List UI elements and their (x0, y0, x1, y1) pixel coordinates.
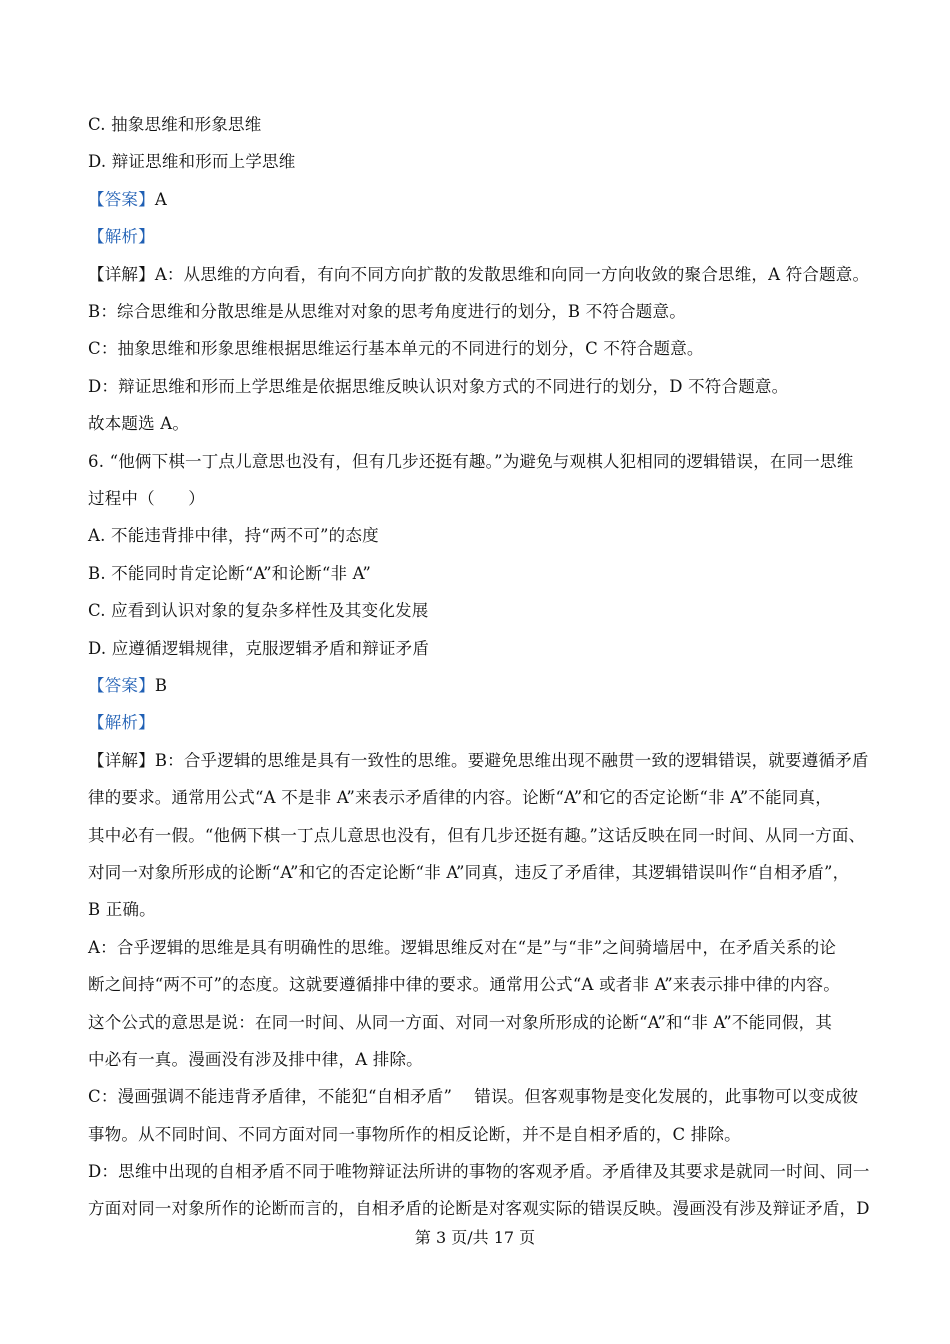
detail-line: 对同一对象所形成的论断“A”和它的否定论断“非 A”同真，违反了矛盾律，其逻辑错误叫作“自相矛盾”， (88, 863, 850, 882)
detail-label: 【详解】 (88, 751, 155, 770)
detail-line: 方面对同一对象所作的论断而言的，自相矛盾的论断是对客观实际的错误反映。漫画没有涉及辩证矛盾，D (88, 1199, 870, 1218)
detail-line: 其中必有一假。“他俩下棋一丁点儿意思也没有，但有几步还挺有趣。”这话反映在同一时间、从同一方面、 (88, 826, 866, 845)
detail-line: C：漫画强调不能违背矛盾律，不能犯“自相矛盾” 错误。但客观事物是变化发展的，此事物可以变成彼 (88, 1087, 859, 1106)
answer-q6 (88, 675, 878, 697)
answer-value: A (154, 190, 167, 209)
option-a: A. 不能违背排中律，持“两不可”的态度 (88, 526, 379, 545)
option-c-prev: C. 抽象思维和形象思维 (88, 115, 262, 134)
question-6-stem: 6. “他俩下棋一丁点儿意思也没有，但有几步还挺有趣。”为避免与观棋人犯相同的逻辑错误，在同一思维 (88, 452, 854, 471)
detail-text: A：从思维的方向看，有向不同方向扩散的发散思维和向同一方向收敛的聚合思维，A 符合题意。 (154, 265, 870, 284)
detail-line: 这个公式的意思是说：在同一时间、从同一方面、对同一对象所形成的论断“A”和“非 A”不能同假，其 (88, 1013, 833, 1032)
answer-prev (88, 189, 878, 211)
option-b: B. 不能同时肯定论断“A”和论断“非 A” (88, 564, 371, 583)
detail-line (88, 264, 878, 286)
detail-line: 事物。从不同时间、不同方面对同一事物所作的相反论断，并不是自相矛盾的，C 排除。 (88, 1125, 741, 1144)
option-d-prev: D. 辩证思维和形而上学思维 (88, 152, 296, 171)
detail-line: 故本题选 A。 (88, 414, 190, 433)
detail-line: B：综合思维和分散思维是从思维对对象的思考角度进行的划分，B 不符合题意。 (88, 302, 686, 321)
answer-label: 【答案】 (88, 190, 155, 209)
answer-value: B (154, 676, 168, 695)
answer-label: 【答案】 (88, 676, 155, 695)
detail-line: 中必有一真。漫画没有涉及排中律，A 排除。 (88, 1050, 423, 1069)
detail-line: A：合乎逻辑的思维是具有明确性的思维。逻辑思维反对在“是”与“非”之间骑墙居中，在矛盾关系的论 (88, 938, 837, 957)
detail-text: B：合乎逻辑的思维是具有一致性的思维。要避免思维出现不融贯一致的逻辑错误，就要遵循矛盾 (154, 751, 869, 770)
detail-line: 律的要求。通常用公式“A 不是非 A”来表示矛盾律的内容。论断“A”和它的否定论断“非 A”不能同真， (88, 788, 832, 807)
option-c: C. 应看到认识对象的复杂多样性及其变化发展 (88, 601, 429, 620)
detail-line: D：思维中出现的自相矛盾不同于唯物辩证法所讲的事物的客观矛盾。矛盾律及其要求是就同一时间、同一 (88, 1162, 870, 1181)
analysis-label-prev: 【解析】 (88, 227, 155, 246)
option-d: D. 应遵循逻辑规律，克服逻辑矛盾和辩证矛盾 (88, 639, 430, 658)
page-footer: 第 3 页/共 17 页 (414, 1228, 536, 1247)
question-6-stem: 过程中（ ） (88, 489, 205, 508)
detail-line: B 正确。 (88, 900, 156, 919)
detail-line: D：辩证思维和形而上学思维是依据思维反映认识对象方式的不同进行的划分，D 不符合题意。 (88, 377, 789, 396)
detail-line (88, 750, 878, 772)
analysis-label-q6: 【解析】 (88, 713, 155, 732)
detail-line: 断之间持“两不可”的态度。这就要遵循排中律的要求。通常用公式“A 或者非 A”来表示排中律的内容。 (88, 975, 840, 994)
detail-label: 【详解】 (88, 265, 155, 284)
detail-line: C：抽象思维和形象思维根据思维运行基本单元的不同进行的划分，C 不符合题意。 (88, 339, 704, 358)
